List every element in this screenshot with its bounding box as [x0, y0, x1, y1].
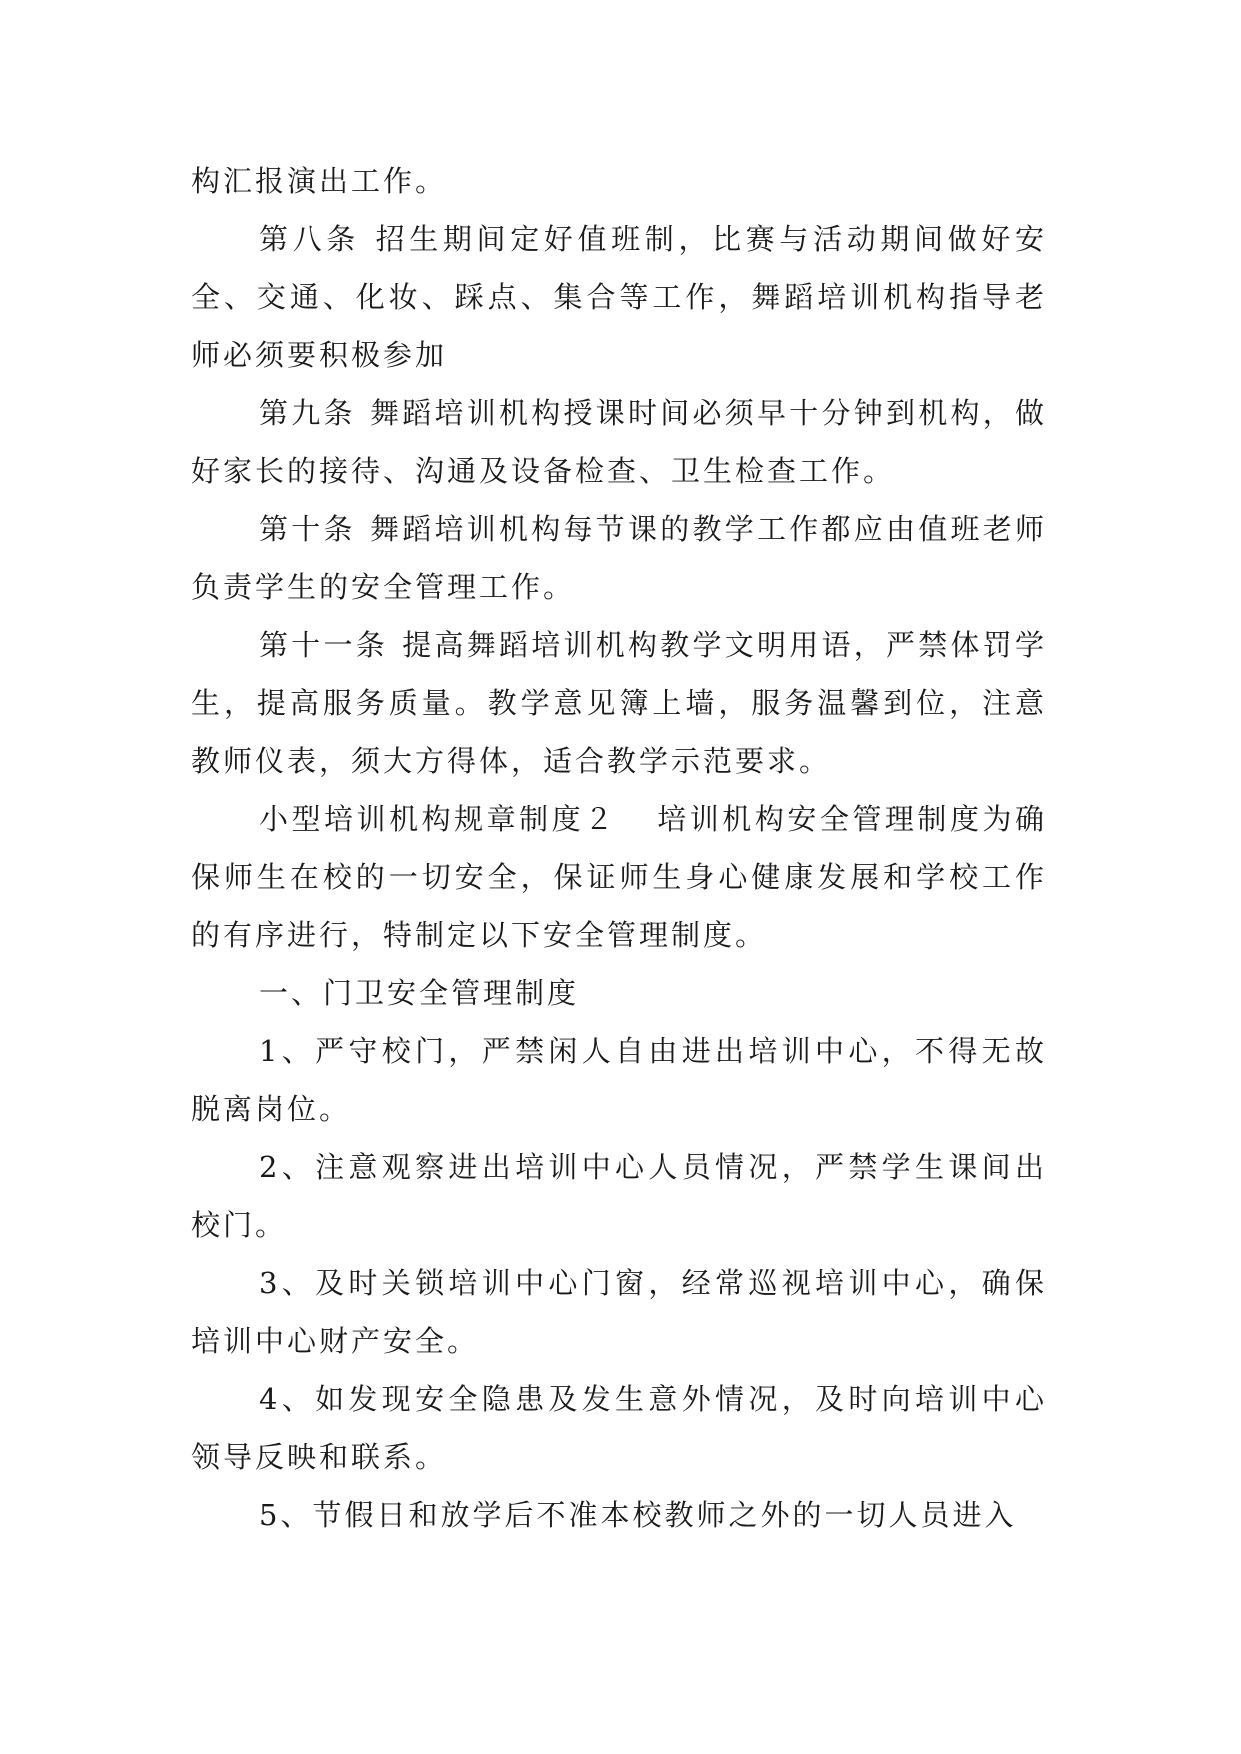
paragraph-article-8 [191, 210, 1047, 384]
list-item-text: 5、节假日和放学后不准本校教师之外的一切人员进入 [259, 1498, 1017, 1532]
document-body [191, 152, 1047, 1544]
paragraph-item-3 [191, 1254, 1047, 1370]
paragraph-text: 招生期间定好值班制，比赛与活动期间做好安全、交通、化妆、踩点、集合等工作，舞蹈培训机构指导老师必须要积极参加 [191, 222, 1047, 372]
paragraph-text: 培训机构安全管理制度为确保师生在校的一切安全，保证师生身心健康发展和学校工作的有序进行，特制定以下安全管理制度。 [191, 802, 1047, 952]
article-heading: 第九条 [259, 396, 356, 430]
paragraph-section-2-intro [191, 790, 1047, 964]
paragraph-article-11 [191, 616, 1047, 790]
list-item-text: 4、如发现安全隐患及发生意外情况，及时向培训中心领导反映和联系。 [191, 1382, 1047, 1474]
paragraph-text: 舞蹈培训机构每节课的教学工作都应由值班老师负责学生的安全管理工作。 [191, 512, 1047, 604]
section-heading: 小型培训机构规章制度２ [259, 802, 617, 836]
paragraph-text: 构汇报演出工作。 [191, 164, 448, 198]
paragraph-item-4 [191, 1370, 1047, 1486]
subsection-heading: 一、门卫安全管理制度 [259, 976, 580, 1010]
paragraph-article-10 [191, 500, 1047, 616]
paragraph-article-9 [191, 384, 1047, 500]
paragraph-subsection-heading [191, 964, 1047, 1022]
list-item-text: 1、严守校门，严禁闲人自由进出培训中心，不得无故脱离岗位。 [191, 1034, 1047, 1126]
list-item-text: 3、及时关锁培训中心门窗，经常巡视培训中心，确保培训中心财产安全。 [191, 1266, 1047, 1358]
paragraph-item-1 [191, 1022, 1047, 1138]
list-item-text: 2、注意观察进出培训中心人员情况，严禁学生课间出校门。 [191, 1150, 1047, 1242]
paragraph-item-2 [191, 1138, 1047, 1254]
paragraph-item-5 [191, 1486, 1047, 1544]
paragraph-text: 提高舞蹈培训机构教学文明用语，严禁体罚学生，提高服务质量。教学意见簿上墙，服务温馨到位，注意教师仪表，须大方得体，适合教学示范要求。 [191, 628, 1047, 778]
article-heading: 第十条 [259, 512, 356, 546]
paragraph-text: 舞蹈培训机构授课时间必须早十分钟到机构，做好家长的接待、沟通及设备检查、卫生检查工作。 [191, 396, 1047, 488]
article-heading: 第八条 [259, 222, 360, 256]
paragraph-continuation [191, 152, 1047, 210]
article-heading: 第十一条 [259, 628, 388, 662]
